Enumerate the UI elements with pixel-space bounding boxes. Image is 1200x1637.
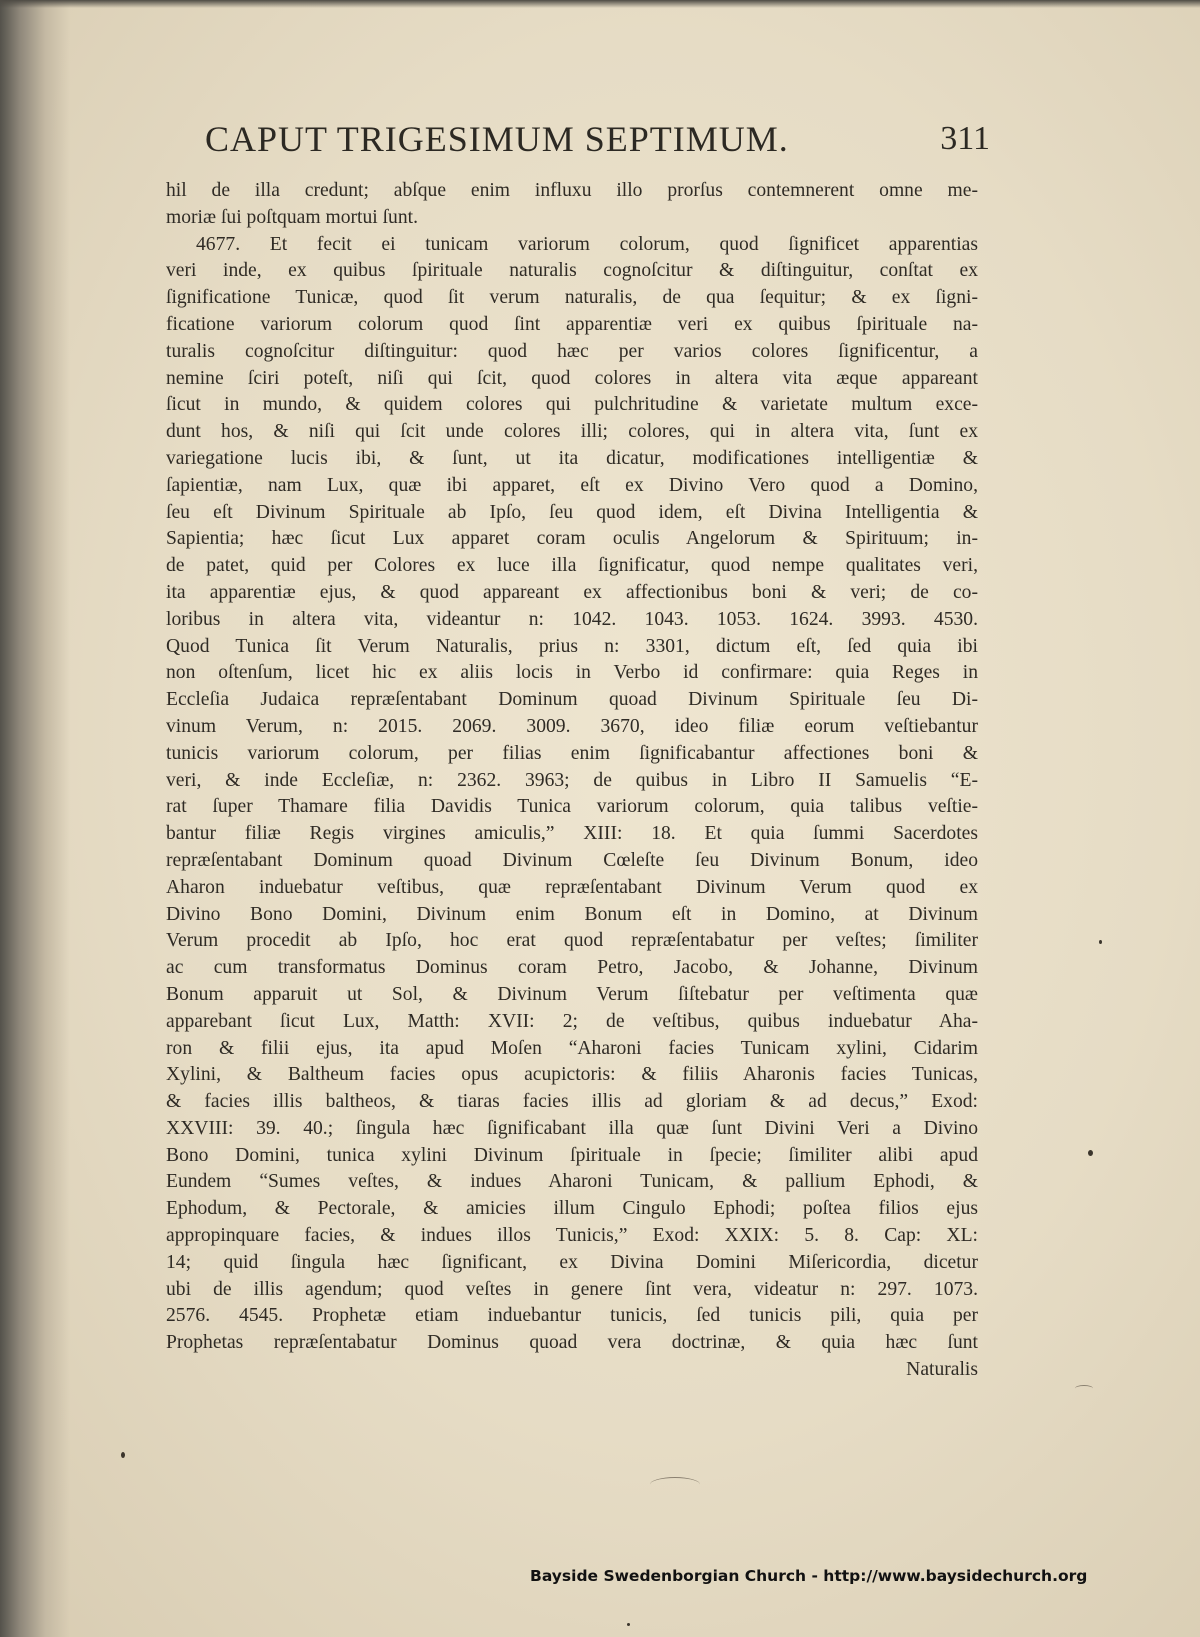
text-line: Prophetas repræſentabatur Dominus quoad vera doctrinæ, & quia hæc ſunt bbox=[166, 1332, 978, 1354]
text-line: hil de illa credunt; abſque enim influxu illo prorſus contemnerent omne me- bbox=[166, 180, 978, 201]
text-line: nemine ſciri poteſt, niſi qui ſcit, quod colores in altera vita æque appareant bbox=[166, 367, 978, 389]
text-line: veri, & inde Eccleſiæ, n: 2362. 3963; de quibus in Libro II Samuelis “E- bbox=[166, 769, 978, 791]
text-line: ſignificatione Tunicæ, quod ſit verum naturalis, de qua ſequitur; & ex ſigni- bbox=[166, 287, 978, 309]
text-line: Divino Bono Domini, Divinum enim Bonum eſt in Domino, at Divinum bbox=[166, 903, 978, 925]
text-line: 14; quid ſingula hæc ſignificant, ex Divina Domini Miſericordia, dicetur bbox=[166, 1251, 978, 1273]
ink-speck bbox=[1099, 940, 1102, 944]
text-line: Ephodum, & Pectorale, & amicies illum Cingulo Ephodi; poſtea filios ejus bbox=[166, 1198, 978, 1220]
text-line: non oſtenſum, licet hic ex aliis locis in Verbo id confirmare: quia Reges in bbox=[166, 662, 978, 684]
text-line: ficatione variorum colorum quod ſint apparentiæ veri ex quibus ſpirituale na- bbox=[166, 313, 978, 335]
text-line: loribus in altera vita, videantur n: 1042. 1043. 1053. 1624. 3993. 4530. bbox=[166, 608, 978, 630]
chapter-title: CAPUT TRIGESIMUM SEPTIMUM. bbox=[205, 119, 789, 159]
text-line: bantur filiæ Regis virgines amiculis,” XIII: 18. Et quia ſummi Sacerdotes bbox=[166, 823, 978, 845]
text-line: de patet, quid per Colores ex luce illa ſignificatur, quod nempe qualitates veri, bbox=[166, 555, 978, 577]
text-line: turalis cognoſcitur diſtinguitur: quod hæc per varios colores ſignificentur, a bbox=[166, 340, 978, 362]
text-line: variegatione lucis ibi, & ſunt, ut ita dicatur, modificationes intelligentiæ & bbox=[166, 447, 978, 469]
text-line: ubi de illis agendum; quod veſtes in genere ſint vera, videatur n: 297. 1073. bbox=[166, 1278, 978, 1300]
text-line: Verum procedit ab Ipſo, hoc erat quod repræſentabatur per veſtes; ſimiliter bbox=[166, 930, 978, 952]
running-head bbox=[205, 118, 995, 168]
text-line: Aharon induebatur veſtibus, quæ repræſentabant Divinum Verum quod ex bbox=[166, 876, 978, 898]
text-line: repræſentabant Dominum quoad Divinum Cœleſte ſeu Divinum Bonum, ideo bbox=[166, 849, 978, 871]
text-line: ron & filii ejus, ita apud Moſen “Aharoni facies Tunicam xylini, Cidarim bbox=[166, 1037, 978, 1059]
text-line: Xylini, & Baltheum facies opus acupictoris: & filiis Aharonis facies Tunicas, bbox=[166, 1064, 978, 1086]
ink-speck bbox=[121, 1452, 125, 1458]
text-line: XXVIII: 39. 40.; ſingula hæc ſignificabant illa quæ ſunt Divini Veri a Divino bbox=[166, 1117, 978, 1139]
text-line: Quod Tunica ſit Verum Naturalis, prius n: 3301, dictum eſt, ſed quia ibi bbox=[166, 635, 978, 657]
binding-gutter-shadow bbox=[0, 0, 70, 1637]
paper-mark bbox=[1075, 1385, 1093, 1392]
catchword: Naturalis bbox=[906, 1359, 978, 1381]
paper-mark bbox=[650, 1477, 700, 1492]
text-line: dunt hos, & niſi qui ſcit unde colores illi; colores, qui in altera vita, ſunt ex bbox=[166, 421, 978, 443]
text-line: veri inde, ex quibus ſpirituale naturalis cognoſcitur & diſtinguitur, conſtat ex bbox=[166, 260, 978, 282]
body-text bbox=[166, 178, 978, 1384]
page-number: 311 bbox=[940, 120, 990, 157]
text-line: rat ſuper Thamare filia Davidis Tunica variorum colorum, quia talibus veſtie- bbox=[166, 796, 978, 818]
text-line: & facies illis baltheos, & tiaras facies illis ad gloriam & ad decus,” Exod: bbox=[166, 1091, 978, 1113]
text-line: appropinquare facies, & indues illos Tunicis,” Exod: XXIX: 5. 8. Cap: XL: bbox=[166, 1225, 978, 1247]
text-line: Sapientia; hæc ſicut Lux apparet coram oculis Angelorum & Spirituum; in- bbox=[166, 528, 978, 550]
ink-speck bbox=[627, 1623, 630, 1626]
text-line: ac cum transformatus Dominus coram Petro, Jacobo, & Johanne, Divinum bbox=[166, 957, 978, 979]
text-line: Eundem “Sumes veſtes, & indues Aharoni Tunicam, & pallium Ephodi, & bbox=[166, 1171, 978, 1193]
page-top-edge bbox=[0, 0, 1200, 8]
text-line: ſapientiæ, nam Lux, quæ ibi apparet, eſt ex Divino Vero quod a Domino, bbox=[166, 474, 978, 496]
text-line: 2576. 4545. Prophetæ etiam induebantur tunicis, ſed tunicis pili, quia per bbox=[166, 1305, 978, 1327]
text-line: apparebant ſicut Lux, Matth: XVII: 2; de veſtibus, quibus induebatur Aha- bbox=[166, 1010, 978, 1032]
text-line: 4677. Et fecit ei tunicam variorum colorum, quod ſignificet apparentias bbox=[196, 233, 978, 255]
text-line: tunicis variorum colorum, per filias enim ſignificabantur affectiones boni & bbox=[166, 742, 978, 764]
ink-speck bbox=[1088, 1150, 1093, 1156]
text-line: Bonum apparuit ut Sol, & Divinum Verum ſiſtebatur per veſtimenta quæ bbox=[166, 983, 978, 1005]
text-line: ſeu eſt Divinum Spirituale ab Ipſo, ſeu quod idem, eſt Divina Intelligentia & bbox=[166, 501, 978, 523]
text-line: vinum Verum, n: 2015. 2069. 3009. 3670, ideo filiæ eorum veſtiebantur bbox=[166, 715, 978, 737]
footer-credit: Bayside Swedenborgian Church - http://www.baysidechurch.org bbox=[530, 1567, 1088, 1585]
text-line: ſicut in mundo, & quidem colores qui pulchritudine & varietate multum exce- bbox=[166, 394, 978, 416]
text-line: ita apparentiæ ejus, & quod appareant ex affectionibus boni & veri; de co- bbox=[166, 581, 978, 603]
text-line: Eccleſia Judaica repræſentabant Dominum quoad Divinum Spirituale ſeu Di- bbox=[166, 689, 978, 711]
text-line: Bono Domini, tunica xylini Divinum ſpirituale in ſpecie; ſimiliter alibi apud bbox=[166, 1144, 978, 1166]
text-line: moriæ ſui poſtquam mortui ſunt. bbox=[166, 206, 418, 228]
